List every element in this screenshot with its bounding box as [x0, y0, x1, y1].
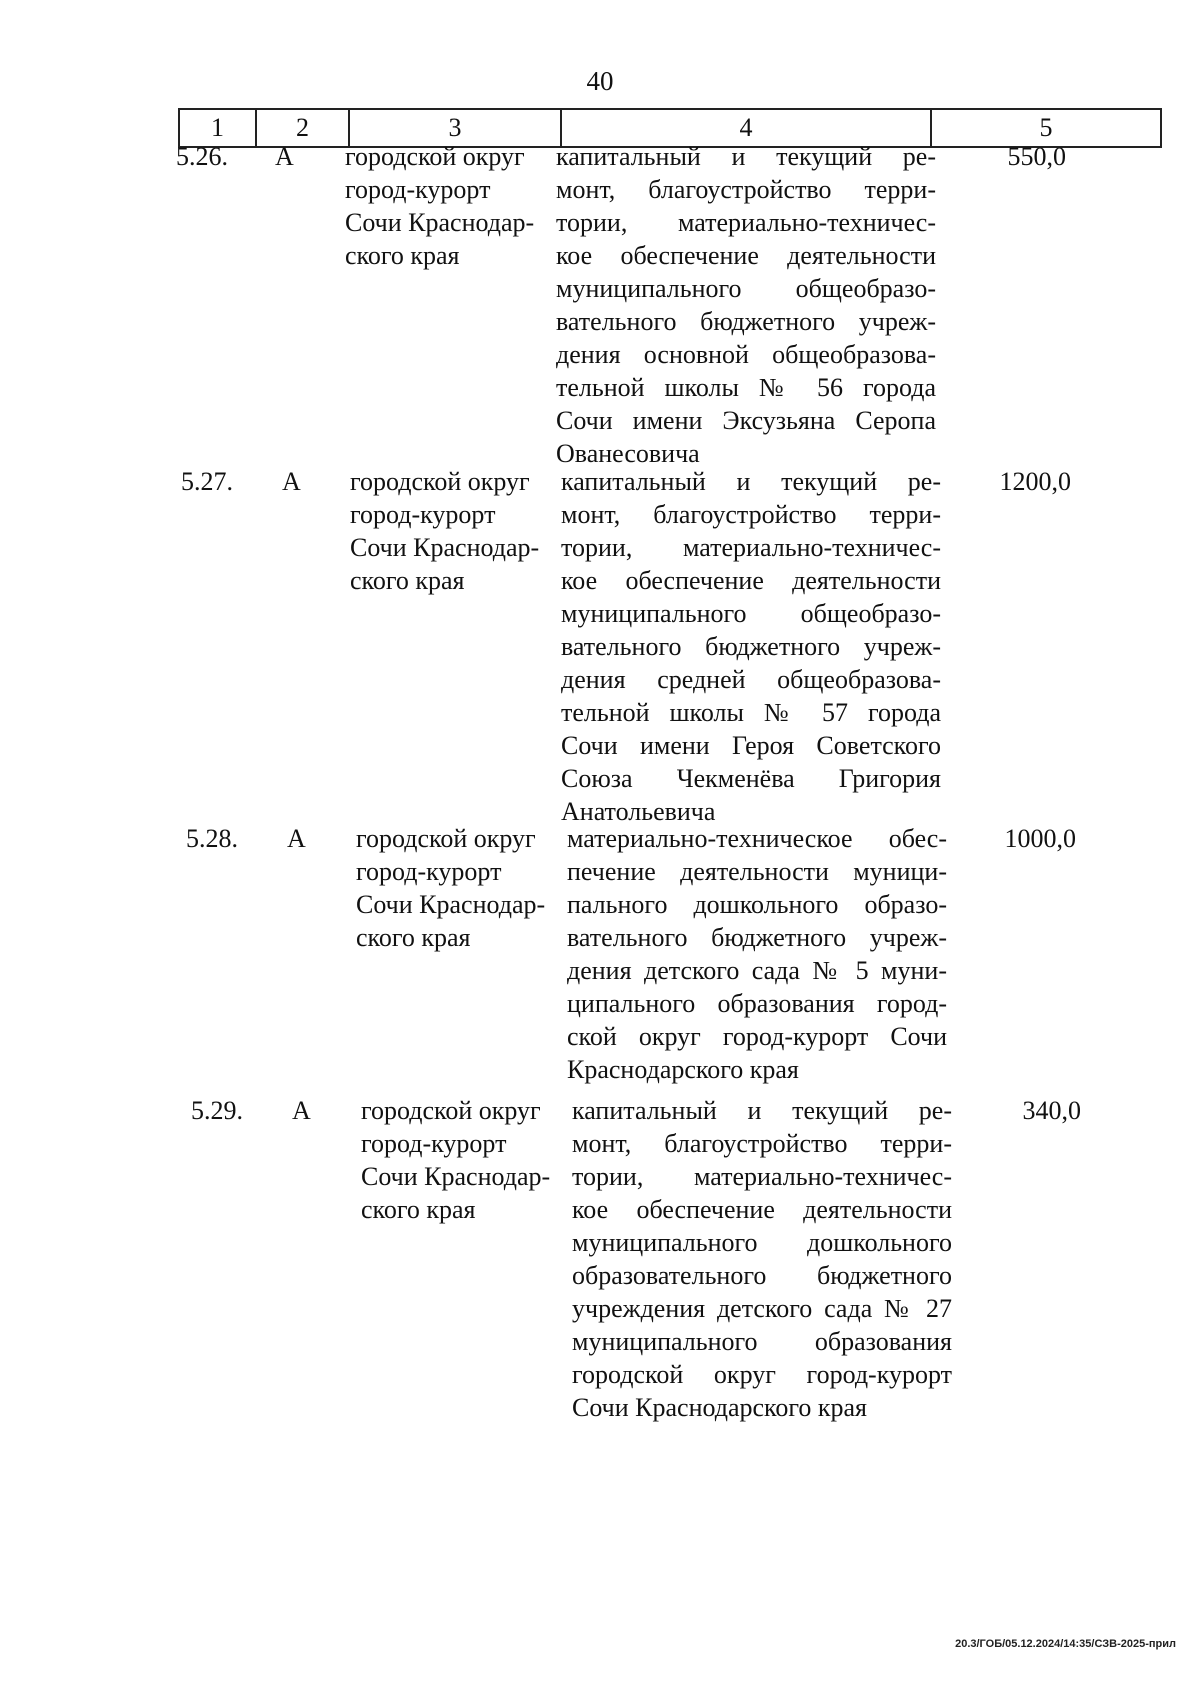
- description-line: дения детского сада № 5 муни-: [567, 956, 947, 985]
- column-header-4: 4: [561, 109, 931, 147]
- row-amount: 1000,0: [1004, 824, 1076, 853]
- description-line: Союза Чекменёва Григория: [561, 764, 941, 793]
- municipality-line: Сочи Краснодар-: [361, 1162, 551, 1191]
- description-line: тории, материально-техничес-: [556, 208, 936, 237]
- row-category: А: [292, 1096, 311, 1125]
- row-category: А: [287, 824, 306, 853]
- description-line: муниципального общеобразо-: [561, 599, 941, 628]
- column-header-3: 3: [349, 109, 561, 147]
- description-line: тории, материально-техничес-: [572, 1162, 952, 1191]
- municipality-line: город-курорт: [350, 500, 496, 529]
- description-line: печение деятельности муници-: [567, 857, 947, 886]
- row-number: 5.27.: [181, 467, 233, 496]
- row-description: [561, 465, 941, 828]
- description-line: капитальный и текущий ре-: [572, 1096, 952, 1125]
- description-line: тельной школы № 56 города: [556, 373, 936, 402]
- description-line: муниципального дошкольного: [572, 1228, 952, 1257]
- description-line: тории, материально-техничес-: [561, 533, 941, 562]
- description-line: дения средней общеобразова-: [561, 665, 941, 694]
- row-category: А: [282, 467, 301, 496]
- description-line: Ованесовича: [556, 439, 700, 468]
- description-line: городской округ город-курорт: [572, 1360, 952, 1389]
- municipality-line: ского края: [361, 1195, 476, 1224]
- municipality-line: Сочи Краснодар-: [350, 533, 540, 562]
- description-line: капитальный и текущий ре-: [556, 142, 936, 171]
- description-line: Сочи имени Эксузьяна Серопа: [556, 406, 936, 435]
- row-municipality: [345, 140, 555, 272]
- description-line: муниципального общеобразо-: [556, 274, 936, 303]
- page-number: 40: [586, 66, 614, 96]
- municipality-line: городской округ: [361, 1096, 541, 1125]
- description-line: вательного бюджетного учреж-: [561, 632, 941, 661]
- row-description: [572, 1094, 952, 1424]
- row-municipality: [356, 822, 566, 954]
- row-number: 5.28.: [186, 824, 238, 853]
- description-line: кое обеспечение деятельности: [572, 1195, 952, 1224]
- row-number: 5.29.: [191, 1096, 243, 1125]
- description-line: дения основной общеобразова-: [556, 340, 936, 369]
- description-line: тельной школы № 57 города: [561, 698, 941, 727]
- municipality-line: Сочи Краснодар-: [345, 208, 535, 237]
- description-line: вательного бюджетного учреж-: [567, 923, 947, 952]
- municipality-line: ского края: [350, 566, 465, 595]
- document-footer-code: 20.3/ГОБ/05.12.2024/14:35/СЗВ-2025-прил: [955, 1638, 1176, 1650]
- description-line: Сочи Краснодарского края: [572, 1393, 868, 1422]
- description-line: монт, благоустройство терри-: [556, 175, 936, 204]
- description-line: монт, благоустройство терри-: [572, 1129, 952, 1158]
- row-amount: 1200,0: [999, 467, 1071, 496]
- description-line: учреждения детского сада № 27: [572, 1294, 952, 1323]
- municipality-line: город-курорт: [356, 857, 502, 886]
- municipality-line: город-курорт: [345, 175, 491, 204]
- municipality-line: городской округ: [356, 824, 536, 853]
- description-line: ципального образования город-: [567, 989, 947, 1018]
- description-line: Сочи имени Героя Советского: [561, 731, 941, 760]
- description-line: Краснодарского края: [567, 1055, 799, 1084]
- description-line: образовательного бюджетного: [572, 1261, 952, 1290]
- column-header-5: 5: [931, 109, 1161, 147]
- row-number: 5.26.: [176, 142, 228, 171]
- municipality-line: городской округ: [350, 467, 530, 496]
- description-line: Анатольевича: [561, 797, 716, 826]
- description-line: капитальный и текущий ре-: [561, 467, 941, 496]
- row-municipality: [361, 1094, 571, 1226]
- row-amount: 550,0: [1007, 142, 1066, 171]
- description-line: кое обеспечение деятельности: [561, 566, 941, 595]
- municipality-line: ского края: [356, 923, 471, 952]
- municipality-line: город-курорт: [361, 1129, 507, 1158]
- row-description: [567, 822, 947, 1086]
- municipality-line: Сочи Краснодар-: [356, 890, 546, 919]
- row-amount: 340,0: [1022, 1096, 1081, 1125]
- row-description: [556, 140, 936, 470]
- row-category: А: [275, 142, 294, 171]
- municipality-line: городской округ: [345, 142, 525, 171]
- description-line: муниципального образования: [572, 1327, 952, 1356]
- description-line: вательного бюджетного учреж-: [556, 307, 936, 336]
- description-line: кое обеспечение деятельности: [556, 241, 936, 270]
- description-line: ской округ город-курорт Сочи: [567, 1022, 947, 1051]
- row-municipality: [350, 465, 560, 597]
- description-line: монт, благоустройство терри-: [561, 500, 941, 529]
- description-line: пального дошкольного образо-: [567, 890, 947, 919]
- column-header-1: 1: [179, 109, 256, 147]
- column-header-2: 2: [256, 109, 349, 147]
- description-line: материально-техническое обес-: [567, 824, 947, 853]
- municipality-line: ского края: [345, 241, 460, 270]
